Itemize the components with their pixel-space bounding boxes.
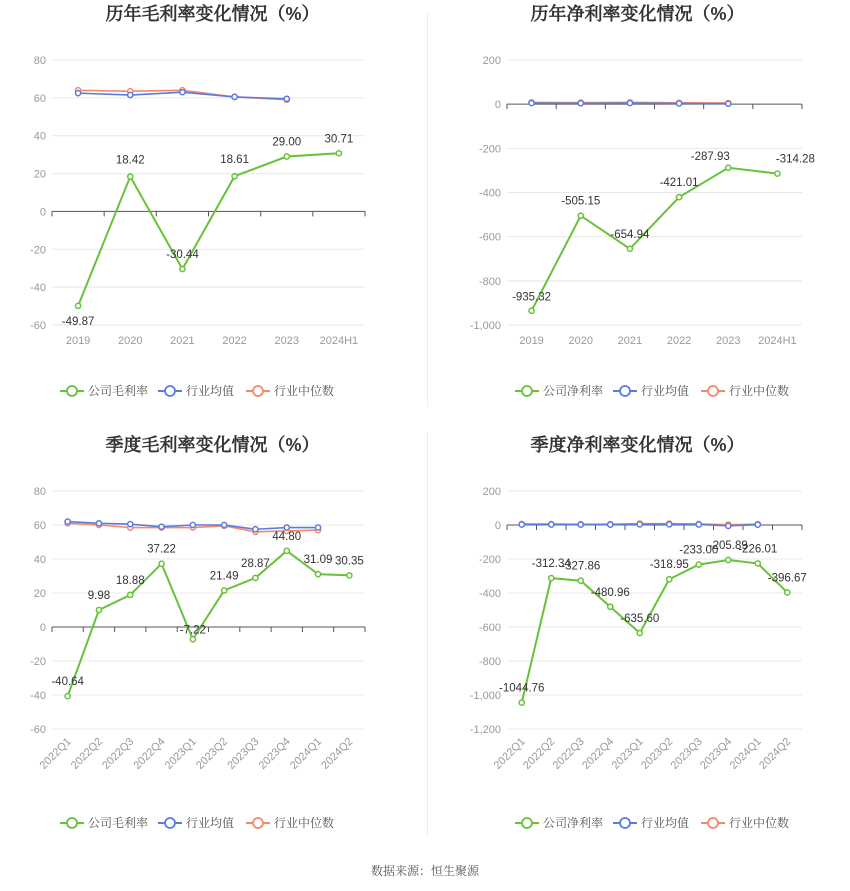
legend-label-avg: 行业均值 bbox=[186, 816, 235, 830]
data-label: 28.87 bbox=[241, 557, 270, 570]
data-point-company bbox=[65, 693, 70, 698]
data-point-company bbox=[726, 557, 731, 562]
data-label: 44.80 bbox=[272, 530, 302, 543]
x-tick-label: 2024Q2 bbox=[757, 735, 794, 772]
x-tick-label: 2022Q1 bbox=[37, 735, 74, 772]
data-point-avg bbox=[315, 525, 320, 530]
series-line-company bbox=[532, 168, 778, 311]
data-point-avg bbox=[549, 522, 554, 527]
legend-label-company: 公司净利率 bbox=[543, 384, 604, 398]
legend-label-avg: 行业均值 bbox=[641, 384, 690, 398]
data-point-company bbox=[222, 588, 227, 593]
data-point-company bbox=[190, 637, 195, 642]
legend-marker-company bbox=[522, 818, 532, 828]
y-tick-label: -400 bbox=[478, 588, 501, 600]
y-tick-label: -400 bbox=[478, 187, 501, 200]
x-tick-label: 2023 bbox=[274, 335, 299, 347]
data-point-company bbox=[96, 607, 101, 612]
y-tick-label: -40 bbox=[30, 282, 46, 295]
data-point-avg bbox=[726, 101, 731, 106]
legend-marker-median bbox=[253, 386, 263, 396]
data-point-company bbox=[284, 548, 289, 553]
legend-marker-company bbox=[522, 386, 532, 396]
data-point-avg bbox=[284, 525, 289, 530]
x-tick-label: 2022Q3 bbox=[550, 735, 587, 772]
data-label: -396.67 bbox=[767, 572, 807, 585]
data-point-avg bbox=[755, 522, 760, 527]
data-label: -312.34 bbox=[531, 558, 571, 571]
data-label: -226.01 bbox=[738, 543, 778, 556]
y-tick-label: -600 bbox=[478, 622, 501, 634]
y-tick-label: -800 bbox=[478, 656, 501, 668]
data-point-company bbox=[667, 577, 672, 582]
series-line-company bbox=[522, 560, 788, 703]
data-label: -40.64 bbox=[51, 676, 84, 689]
data-label: -935.32 bbox=[512, 291, 552, 304]
x-tick-label: 2023Q3 bbox=[668, 735, 705, 772]
y-tick-label: -1,000 bbox=[469, 690, 501, 702]
data-label: -233.00 bbox=[679, 544, 719, 557]
legend-marker-median bbox=[708, 818, 718, 828]
data-point-avg bbox=[608, 522, 613, 527]
legend-marker-avg bbox=[620, 818, 630, 828]
data-label: -654.94 bbox=[610, 228, 650, 241]
data-point-avg bbox=[180, 90, 185, 95]
data-point-company bbox=[775, 171, 780, 176]
x-tick-label: 2021 bbox=[617, 335, 643, 347]
data-point-company bbox=[159, 561, 164, 566]
legend-marker-company bbox=[67, 818, 77, 828]
data-label: -1044.76 bbox=[499, 682, 545, 695]
data-point-company bbox=[785, 590, 790, 595]
data-point-avg bbox=[696, 522, 701, 527]
data-point-company bbox=[128, 592, 133, 597]
data-label: -421.01 bbox=[659, 177, 699, 190]
data-label: -505.15 bbox=[561, 195, 601, 208]
legend-marker-company bbox=[67, 386, 77, 396]
data-source: 数据来源：恒生聚源 bbox=[370, 864, 479, 878]
legend-marker-median bbox=[253, 818, 263, 828]
y-tick-label: 0 bbox=[39, 622, 46, 634]
y-tick-label: -200 bbox=[478, 143, 501, 156]
data-label: 30.35 bbox=[334, 555, 364, 568]
x-tick-label: 2024H1 bbox=[319, 335, 359, 347]
data-point-avg bbox=[284, 96, 289, 101]
legend-marker-avg bbox=[620, 386, 630, 396]
data-label: 18.42 bbox=[115, 154, 145, 167]
data-label: -327.86 bbox=[561, 560, 601, 573]
chart-annual-net-margin bbox=[425, 0, 850, 410]
annual-gross-margin-svg bbox=[0, 0, 425, 410]
chart-quarterly-gross-margin bbox=[0, 430, 425, 845]
legend-label-median: 行业中位数 bbox=[729, 384, 790, 398]
y-tick-label: -60 bbox=[30, 320, 46, 332]
x-tick-label: 2024Q1 bbox=[287, 735, 325, 772]
x-tick-label: 2023 bbox=[716, 335, 741, 347]
x-tick-label: 2019 bbox=[519, 335, 544, 347]
data-label: 29.00 bbox=[272, 136, 302, 149]
data-label: -635.60 bbox=[620, 613, 660, 626]
y-tick-label: -20 bbox=[30, 656, 46, 668]
chart-title: 历年毛利率变化情况（%） bbox=[105, 4, 320, 24]
y-tick-label: -20 bbox=[30, 244, 46, 257]
y-tick-label: -1,000 bbox=[469, 320, 501, 332]
data-point-avg bbox=[637, 522, 642, 527]
data-label: -287.93 bbox=[690, 150, 730, 163]
chart-quarterly-net-margin bbox=[425, 430, 850, 845]
data-point-company bbox=[608, 604, 613, 609]
y-tick-label: -800 bbox=[478, 275, 501, 288]
data-point-company bbox=[755, 561, 760, 566]
x-tick-label: 2022Q2 bbox=[521, 735, 558, 772]
data-point-avg bbox=[529, 100, 534, 105]
data-label: 30.71 bbox=[324, 133, 354, 146]
legend-label-avg: 行业均值 bbox=[641, 816, 690, 830]
data-point-avg bbox=[65, 519, 70, 524]
data-point-avg bbox=[75, 91, 80, 96]
data-label: 37.22 bbox=[147, 543, 176, 556]
x-tick-label: 2019 bbox=[65, 335, 91, 347]
x-tick-label: 2024H1 bbox=[758, 335, 797, 347]
data-point-company bbox=[180, 266, 185, 271]
data-point-avg bbox=[578, 522, 583, 527]
data-label: -30.44 bbox=[166, 249, 199, 262]
y-tick-label: 40 bbox=[33, 554, 46, 566]
data-point-avg bbox=[578, 101, 583, 106]
data-label: -314.28 bbox=[775, 153, 815, 166]
chart-title: 季度净利率变化情况（%） bbox=[530, 435, 745, 455]
data-point-company bbox=[578, 213, 583, 218]
series-line-company bbox=[68, 551, 350, 696]
y-tick-label: 200 bbox=[482, 55, 501, 67]
legend-label-median: 行业中位数 bbox=[274, 816, 335, 830]
data-point-avg bbox=[159, 524, 164, 529]
data-point-company bbox=[578, 578, 583, 583]
x-tick-label: 2022 bbox=[222, 335, 247, 347]
data-point-company bbox=[726, 165, 731, 170]
x-tick-label: 2021 bbox=[170, 335, 195, 347]
x-tick-label: 2022Q2 bbox=[68, 735, 106, 772]
data-point-company bbox=[128, 174, 133, 179]
series-line-company bbox=[78, 153, 339, 306]
data-point-avg bbox=[519, 522, 524, 527]
data-point-avg bbox=[726, 523, 731, 528]
y-tick-label: -1,200 bbox=[469, 724, 501, 736]
legend-label-median: 行业中位数 bbox=[274, 384, 335, 398]
y-tick-label: 0 bbox=[494, 520, 501, 532]
x-tick-label: 2022 bbox=[666, 335, 692, 347]
y-tick-label: 60 bbox=[33, 520, 46, 532]
y-tick-label: -40 bbox=[30, 690, 46, 702]
data-point-company bbox=[549, 575, 554, 580]
chart-title: 季度毛利率变化情况（%） bbox=[105, 435, 320, 455]
data-label: 18.61 bbox=[220, 154, 249, 167]
data-point-avg bbox=[667, 522, 672, 527]
data-label: -205.89 bbox=[708, 540, 748, 553]
x-tick-label: 2023Q1 bbox=[609, 735, 646, 772]
data-point-company bbox=[347, 573, 352, 578]
chart-annual-gross-margin bbox=[0, 0, 425, 410]
x-tick-label: 2023Q4 bbox=[256, 735, 293, 772]
y-tick-label: -600 bbox=[478, 231, 501, 244]
data-point-avg bbox=[128, 92, 133, 97]
data-point-avg bbox=[190, 522, 195, 527]
y-tick-label: 200 bbox=[482, 486, 501, 498]
data-label: 31.09 bbox=[303, 554, 333, 567]
x-tick-label: 2024Q2 bbox=[319, 735, 356, 772]
x-tick-label: 2023Q4 bbox=[698, 735, 735, 772]
data-point-company bbox=[696, 562, 701, 567]
data-point-company bbox=[75, 303, 80, 308]
chart-title: 历年净利率变化情况（%） bbox=[530, 4, 745, 24]
y-tick-label: 60 bbox=[33, 92, 46, 105]
data-point-company bbox=[336, 151, 341, 156]
x-tick-label: 2023Q1 bbox=[162, 735, 199, 772]
data-point-company bbox=[519, 700, 524, 705]
x-tick-label: 2020 bbox=[118, 335, 143, 347]
y-tick-label: 20 bbox=[33, 168, 46, 181]
data-point-company bbox=[315, 572, 320, 577]
data-point-company bbox=[676, 195, 681, 200]
data-point-company bbox=[232, 174, 237, 179]
x-tick-label: 2023Q2 bbox=[639, 735, 676, 772]
data-label: -318.95 bbox=[649, 559, 689, 572]
data-point-avg bbox=[222, 522, 227, 527]
x-tick-label: 2023Q3 bbox=[225, 735, 262, 772]
x-tick-label: 2020 bbox=[568, 335, 593, 347]
data-label: -480.96 bbox=[590, 586, 630, 599]
x-tick-label: 2023Q2 bbox=[194, 735, 231, 772]
y-tick-label: 20 bbox=[33, 588, 46, 600]
legend-marker-median bbox=[708, 386, 718, 396]
y-tick-label: 0 bbox=[39, 206, 46, 219]
y-tick-label: -60 bbox=[30, 724, 46, 736]
data-point-avg bbox=[232, 94, 237, 99]
data-label: 18.88 bbox=[115, 574, 145, 587]
x-tick-label: 2022Q1 bbox=[491, 735, 528, 772]
data-point-avg bbox=[253, 527, 258, 532]
data-label: 9.98 bbox=[87, 590, 111, 603]
legend-label-company: 公司毛利率 bbox=[88, 384, 149, 398]
data-point-company bbox=[284, 154, 289, 159]
data-point-company bbox=[637, 630, 642, 635]
x-tick-label: 2024Q1 bbox=[727, 735, 764, 772]
data-point-company bbox=[253, 575, 258, 580]
legend-label-median: 行业中位数 bbox=[729, 816, 790, 830]
data-point-company bbox=[529, 308, 534, 313]
data-point-avg bbox=[128, 522, 133, 527]
legend-label-company: 公司毛利率 bbox=[88, 816, 149, 830]
y-tick-label: -200 bbox=[478, 554, 501, 566]
data-point-avg bbox=[96, 521, 101, 526]
legend-label-avg: 行业均值 bbox=[186, 384, 235, 398]
annual-net-margin-svg bbox=[425, 0, 850, 410]
quarterly-gross-margin-svg bbox=[0, 430, 425, 845]
data-point-company bbox=[627, 246, 632, 251]
x-tick-label: 2022Q4 bbox=[131, 735, 168, 772]
y-tick-label: 80 bbox=[33, 486, 46, 498]
y-tick-label: 80 bbox=[33, 55, 46, 67]
legend-marker-avg bbox=[165, 386, 175, 396]
quarterly-net-margin-svg bbox=[425, 430, 850, 845]
data-label: -7.22 bbox=[179, 624, 206, 637]
legend-marker-avg bbox=[165, 818, 175, 828]
data-point-avg bbox=[676, 101, 681, 106]
y-tick-label: 0 bbox=[494, 99, 501, 112]
x-tick-label: 2022Q3 bbox=[100, 735, 137, 772]
data-label: 21.49 bbox=[209, 570, 239, 583]
x-tick-label: 2022Q4 bbox=[580, 735, 617, 772]
legend-label-company: 公司净利率 bbox=[543, 816, 604, 830]
data-label: -49.87 bbox=[61, 315, 95, 328]
data-point-avg bbox=[627, 100, 632, 105]
y-tick-label: 40 bbox=[33, 130, 46, 143]
